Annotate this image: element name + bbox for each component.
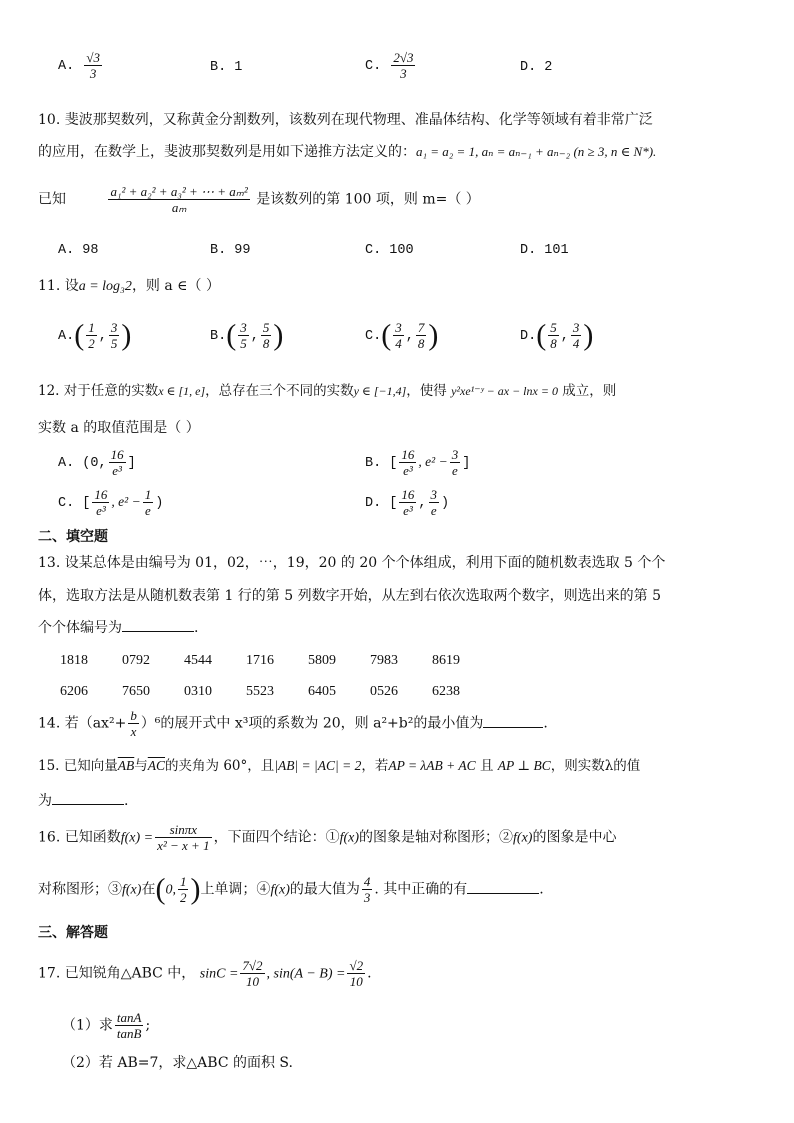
q11-option-c: C.( $\frac{3}{4}$ , $\frac{7}{8}$ ) [365, 318, 439, 352]
q11-stem: 11. 设a = log₃2，则 a ∈（ ） [38, 278, 220, 294]
q9-option-c: C. $\frac{2√3}{3}$ [365, 50, 414, 81]
q12-option-c: C. [ $\frac{16}{\text{e³}}$ , e² − $\frac{1}{e}$ ) [58, 487, 164, 518]
random-table-row-2: 6206 7650 0310 5523 6405 0526 6238 [60, 684, 460, 699]
q10-line1: 10. 斐波那契数列，又称黄金分割数列，该数列在现代物理、准晶体结构、化学等领域有着非常广泛 [38, 112, 653, 128]
q13-line2: 体，选取方法是从随机数表第 1 行的第 5 列数字开始，从左到右依次选取两个数字，则选出来的第 5 [38, 588, 661, 604]
section-solution-heading: 三、解答题 [38, 925, 108, 941]
q17-part1: （1）求 $\frac{\tan A}{\tan B}$ ; [62, 1010, 151, 1041]
q12-option-a: A. (0, $\frac{16}{\text{e³}}$ ] [58, 447, 136, 478]
q16-answer-blank[interactable] [467, 879, 539, 894]
q10-option-d: D. 101 [520, 243, 569, 258]
q17-part2: （2）若 AB=7，求△ABC 的面积 S. [62, 1055, 293, 1071]
q14-stem: 14. 若（ax²+ $\frac{b}{x}$ ）⁶的展开式中 x³项的系数为 20，则 a²+b²的最小值为 . [38, 708, 548, 739]
q11-option-d: D.( $\frac{5}{8}$ , $\frac{3}{4}$ ) [520, 318, 594, 352]
q13-line1: 13. 设某总体是由编号为 01，02，⋯，19，20 的 20 个个体组成，利用下面的随机数表选取 5 个个 [38, 555, 666, 571]
section-fill-in-heading: 二、填空题 [38, 529, 108, 545]
q12-option-d: D. [ $\frac{16}{\text{e³}}$ , $\frac{3}{e}$ ) [365, 487, 450, 518]
q15-line1: 15. 已知向量$\overline{AB}$与$\overline{AC}$的夹角为 60°，且|AB| = |AC| = 2，若AP = λAB + AC 且 AP ⊥ BC，则实数λ的值 [38, 758, 641, 774]
q15-line2: 为 . [38, 790, 128, 811]
q10-line3: 已知 $\frac{\text{a₁² + a₂² + a₃² + ⋯ + aₘ²}}{\text{aₘ}}$ 是该数列的第 100 项，则 m=（ ） [38, 184, 480, 215]
q16-line1: 16. 已知函数f(x) = $\frac{\sin\pi x}{\text{x² − x + 1}}$ ，下面四个结论：①f(x)的图象是轴对称图形；②f(x)的图象是中心 [38, 822, 617, 853]
random-table-row-1: 1818 0792 4544 1716 5809 7983 8619 [60, 653, 460, 668]
q9-option-a: A. $\frac{√3}{3}$ [58, 50, 100, 81]
q12-option-b: B. [ $\frac{16}{\text{e³}}$ , e² − $\frac{3}{e}$ ] [365, 447, 471, 478]
q12-line1: 12. 对于任意的实数x ∈ [1, e]，总存在三个不同的实数y ∈ [−1,4]，使得 y²xe¹⁻ʸ − ax − lnx = 0 成立，则 [38, 383, 617, 399]
q11-option-b: B.( $\frac{3}{5}$ , $\frac{5}{8}$ ) [210, 318, 284, 352]
q10-option-a: A. 98 [58, 243, 99, 258]
q10-option-c: C. 100 [365, 243, 414, 258]
q9-option-b: B. 1 [210, 60, 243, 75]
q17-stem: 17. 已知锐角△ABC 中， sinC = $\frac{7√2}{10}$ , sin(A − B) = $\frac{√2}{10}$ . [38, 958, 372, 989]
q13-line3: 个个体编号为 . [38, 617, 198, 638]
q15-answer-blank[interactable] [52, 790, 124, 805]
q12-line2: 实数 a 的取值范围是（ ） [38, 420, 200, 436]
q13-answer-blank[interactable] [122, 617, 194, 632]
q10-option-b: B. 99 [210, 243, 251, 258]
q11-option-a: A.( $\frac{1}{2}$ , $\frac{3}{5}$ ) [58, 318, 132, 352]
q14-answer-blank[interactable] [483, 713, 543, 728]
q10-line2: 的应用，在数学上，斐波那契数列是用如下递推方法定义的：a₁ = a₂ = 1, aₙ = aₙ₋₁ + aₙ₋₂ (n ≥ 3, n ∈ N*). [38, 144, 657, 160]
q9-option-d: D. 2 [520, 60, 553, 75]
q16-line2: 对称图形；③f(x)在(0, $\frac{1}{2}$ )上单调；④f(x)的最大值为 $\frac{4}{3}$ . 其中正确的有 . [38, 872, 544, 906]
